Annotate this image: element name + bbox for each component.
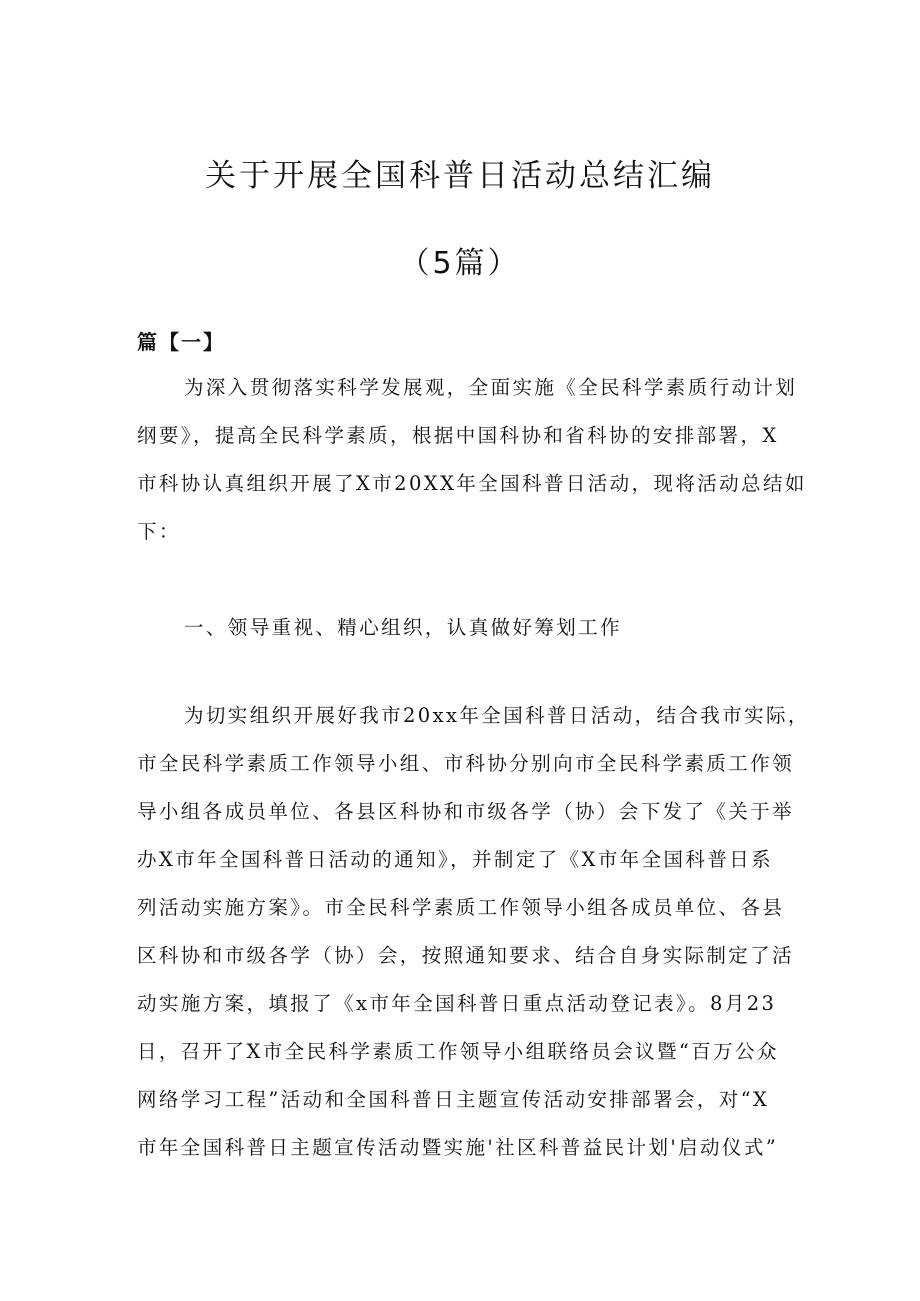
paragraph-2 bbox=[137, 692, 810, 1172]
paragraph-line: 网络学习工程”活动和全国科普日主题宣传活动安排部署会，对“X bbox=[137, 1088, 770, 1111]
heading-line: 一、领导重视、精心组织，认真做好筹划工作 bbox=[184, 616, 623, 639]
paragraph-line: 导小组各成员单位、各县区科协和市级各学（协）会下发了《关于举 bbox=[137, 800, 795, 823]
paragraph-line: 日，召开了X市全民科学素质工作领导小组联络员会议暨“百万公众 bbox=[137, 1040, 779, 1063]
section-label: 篇【一】 bbox=[137, 330, 225, 354]
paragraph-line: 纲要》，提高全民科学素质，根据中国科协和省科协的安排部署，X bbox=[137, 424, 779, 447]
paragraph-line: 下： bbox=[137, 520, 181, 543]
paragraph-1 bbox=[137, 364, 807, 556]
paragraph-line: 市全民科学素质工作领导小组、市科协分别向市全民科学素质工作领 bbox=[137, 752, 795, 775]
document-subtitle: （5篇） bbox=[399, 246, 521, 281]
paragraph-line: 为深入贯彻落实科学发展观，全面实施《全民科学素质行动计划 bbox=[184, 376, 798, 399]
document-title: 关于开展全国科普日活动总结汇编 bbox=[205, 158, 715, 194]
section-heading-1 bbox=[137, 604, 797, 652]
paragraph-line: 为切实组织开展好我市20xx年全国科普日活动，结合我市实际， bbox=[184, 704, 810, 727]
paragraph-line: 市年全国科普日主题宣传活动暨实施'社区科普益民计划'启动仪式” bbox=[137, 1136, 779, 1159]
paragraph-line: 市科协认真组织开展了X市20XX年全国科普日活动，现将活动总结如 bbox=[137, 472, 807, 495]
paragraph-line: 列活动实施方案》。市全民科学素质工作领导小组各成员单位、各县 bbox=[137, 896, 785, 919]
paragraph-line: 区科协和市级各学（协）会，按照通知要求、结合自身实际制定了活 bbox=[137, 944, 795, 967]
paragraph-line: 办X市年全国科普日活动的通知》，并制定了《X市年全国科普日系 bbox=[137, 848, 774, 871]
paragraph-line: 动实施方案，填报了《x市年全国科普日重点活动登记表》。8月23 bbox=[137, 992, 777, 1015]
